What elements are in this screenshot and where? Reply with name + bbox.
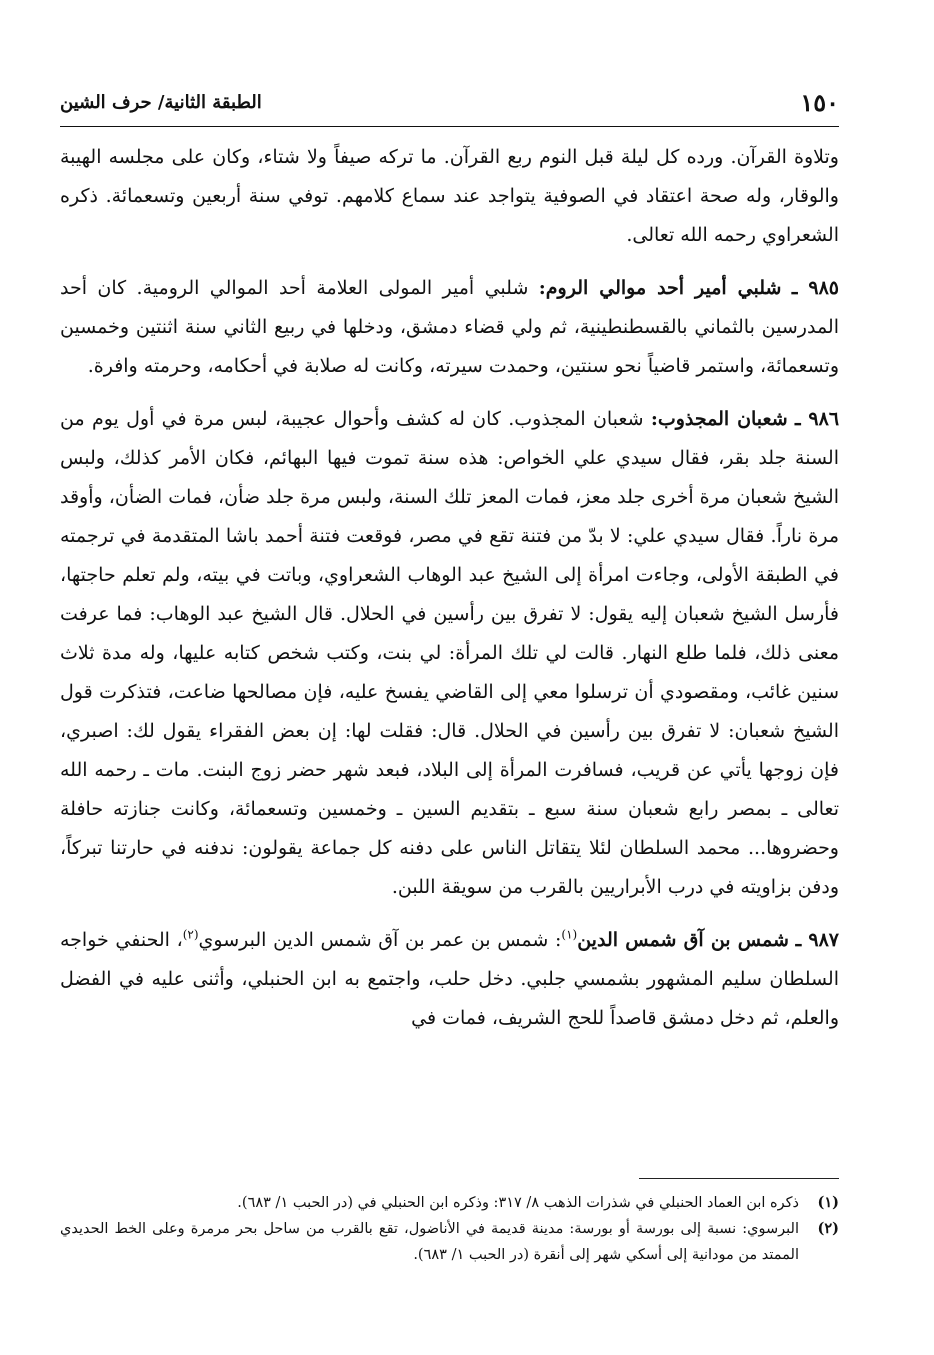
entry-985 (60, 269, 839, 386)
footnote-marker: (٢) (817, 1220, 839, 1237)
entry-text: ، الحنفي خواجه السلطان سليم المشهور بشمسي جلبي. دخل حلب، واجتمع به ابن الحنبلي، وأثنى عليه في الفضل والعلم، ثم دخل دمشق قاصداً للحج الشريف، فمات في (60, 929, 839, 1029)
footnote-1 (60, 1190, 839, 1216)
entry-name: شلبي أمير أحد موالي الروم: (538, 277, 782, 299)
footnote-ref-1[interactable]: (١) (561, 927, 578, 942)
entry-number: ٩٨٦ ـ (794, 408, 840, 430)
footnote-marker: (١) (817, 1194, 839, 1211)
footnote-2 (60, 1216, 839, 1268)
footnote-text: ذكره ابن العماد الحنبلي في شذرات الذهب ٨/ ٣١٧: وذكره ابن الحنبلي في (در الحبب ١/ ٦٨٣). (237, 1195, 799, 1211)
entry-text: شعبان المجذوب. كان له كشف وأحوال عجيبة، لبس مرة في أول يوم من السنة جلد بقر، فقال سيدي علي الخواص: هذه سنة تموت فيها البهائم، فكان الأمر كذلك، ولبس الشيخ شعبان مرة أخرى جلد معز، فمات المعز تلك السنة، ولبس مرة جلد ضأن، فمات الضأن، وأوقد مرة ناراً. فقال سيدي علي: لا بدّ من فتنة تقع في مصر، فوقعت فتنة أحمد باشا المتقدمة في ترجمته في الطبقة الأولى، وجاءت امرأة إلى الشيخ عبد الوهاب الشعراوي، وباتت في بيته، ولم تعلم حاجتها، فأرسل الشيخ شعبان إليه يقول: لا تفرق بين رأسين في الحلال. قال الشيخ عبد الوهاب: فما عرفت معنى ذلك، فلما طلع النهار. قالت لي تلك المرأة: لي بنت، وكتب شخص كتابه عليها، وله مدة ثلاث سنين غائب، ومقصودي أن ترسلوا معي إلى القاضي يفسخ عليه، فإن مصالحها ضاعت، فتذكرت قول الشيخ شعبان: لا تفرق بين رأسين في الحلال. قال: فقلت لها: إن بعض الفقراء يقول لك: اصبري، فإن زوجها يأتي عن قريب، فسافرت المرأة إلى البلاد، فبعد شهر حضر زوج البنت. مات ـ رحمه الله تعالى ـ بمصر رابع شعبان سنة سبع ـ بتقديم السين ـ وخمسين وتسعمائة، وكانت جنازته حافلة وحضروها... محمد السلطان لئلا يتقاتل الناس على دفنه كل جماعة يقولون: ندفنه في حارتنا تبركاً، ودفن بزاويته في درب الأبراريين بالقرب من سويقة اللبن. (60, 408, 839, 898)
entry-name: شمس بن آق شمس الدين (577, 929, 789, 951)
entry-number: ٩٨٥ ـ (791, 277, 839, 299)
footnote-divider (639, 1178, 839, 1179)
entry-name: شعبان المجذوب: (650, 408, 788, 430)
footnotes (60, 1190, 839, 1268)
entry-text: شلبي أمير المولى العلامة أحد الموالي الرومية. كان أحد المدرسين بالثماني بالقسطنطينية، ثم ولي قضاء دمشق، ودخلها في ربيع الثاني سنة اثنتين وخمسين وتسعمائة، واستمر قاضياً نحو سنتين، وحمدت سيرته، وكانت له صلابة في أحكامه، وحرمته وافرة. (60, 277, 839, 377)
paragraph-text: وتلاوة القرآن. ورده كل ليلة قبل النوم ربع القرآن. ما تركه صيفاً ولا شتاء، وكان على مجلسه الهيبة والوقار، وله صحة اعتقاد في الصوفية يتواجد عند سماع كلامهم. توفي سنة أربعين وتسعمائة. ذكره الشعراوي رحمه الله تعالى. (60, 146, 839, 246)
footnote-text: البرسوي: نسبة إلى بورسة أو بورسة: مدينة قديمة في الأناضول، تقع بالقرب من ساحل بحر مرمرة وعلى الخط الحديدي الممتد من مودانية إلى أسكي شهر إلى أنقرة (در الحبب ١/ ٦٨٣). (60, 1221, 799, 1263)
entry-987 (60, 921, 839, 1038)
main-text (60, 138, 839, 1052)
entry-986 (60, 400, 839, 907)
running-title: الطبقة الثانية/ حرف الشين (60, 92, 262, 113)
page-header (60, 88, 839, 127)
entry-text: : شمس بن عمر بن آق شمس الدين البرسوي (198, 929, 562, 951)
entry-number: ٩٨٧ ـ (795, 929, 840, 951)
footnote-ref-2[interactable]: (٢) (182, 927, 199, 942)
paragraph-continuation (60, 138, 839, 255)
page-number: ١٥٠ (800, 88, 839, 117)
